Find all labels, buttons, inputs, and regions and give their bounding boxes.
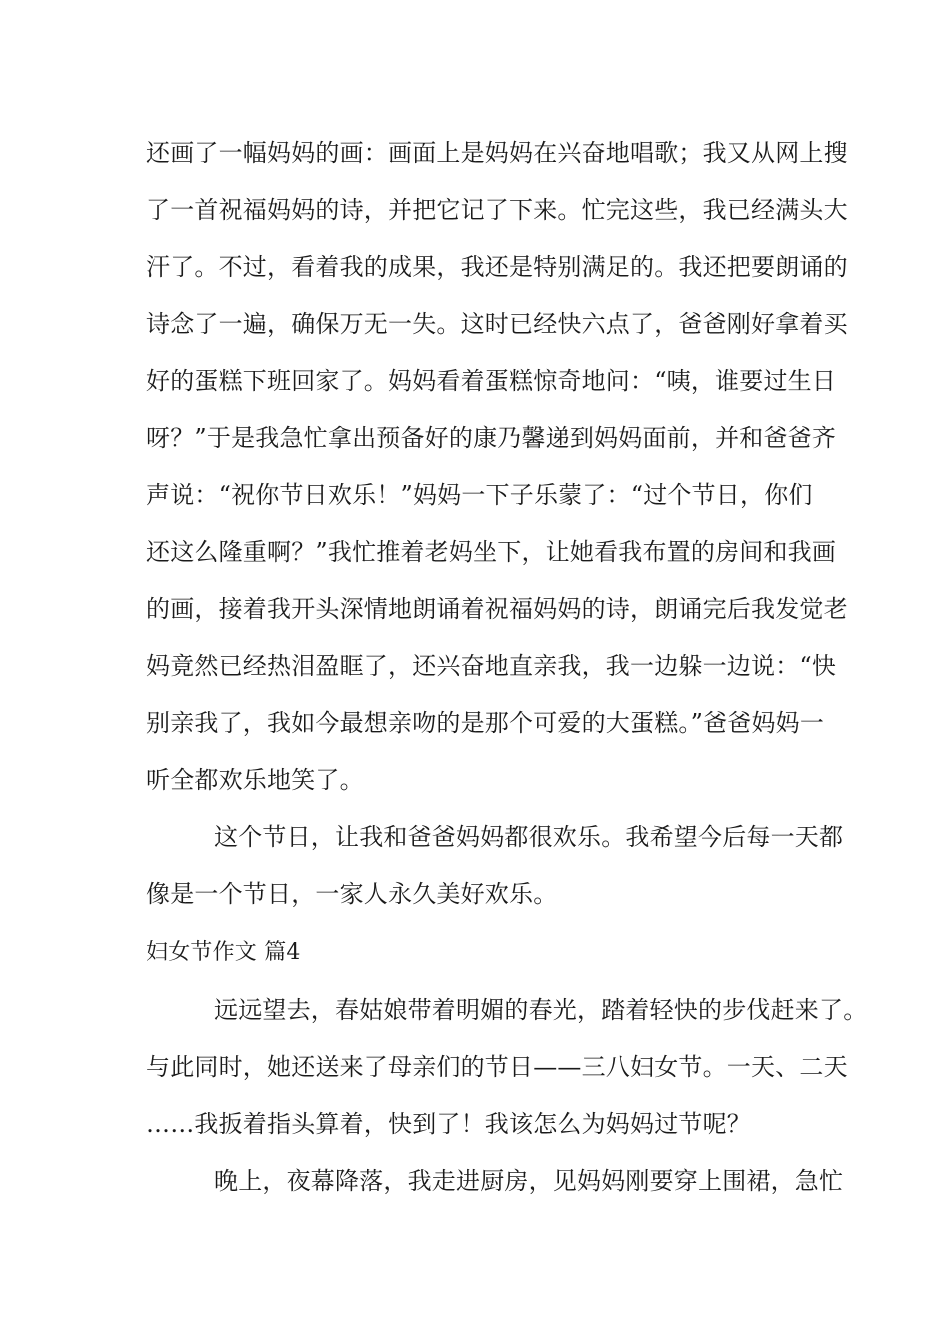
text-line: 妈竟然已经热泪盈眶了，还兴奋地直亲我，我一边躲一边说：“快 (146, 652, 837, 680)
text-line: ……我扳着指头算着，快到了！我该怎么为妈妈过节呢？ (146, 1110, 751, 1138)
text-line: 诗念了一遍，确保万无一失。这时已经快六点了，爸爸刚好拿着买 (146, 310, 848, 338)
text-line: 声说：“祝你节日欢乐！”妈妈一下子乐蒙了：“过个节日，你们 (146, 481, 813, 509)
text-line: 还这么隆重啊？”我忙推着老妈坐下，让她看我布置的房间和我画 (146, 538, 837, 566)
text-line: 远远望去，春姑娘带着明媚的春光，踏着轻快的步伐赶来了。 (214, 996, 868, 1024)
text-line: 晚上，夜幕降落，我走进厨房，见妈妈刚要穿上围裙，急忙 (214, 1167, 844, 1195)
text-line: 听全都欢乐地笑了。 (146, 766, 364, 794)
section-heading: 妇女节作文 篇4 (146, 940, 301, 965)
text-line: 这个节日，让我和爸爸妈妈都很欢乐。我希望今后每一天都 (214, 823, 844, 851)
text-line: 像是一个节日，一家人永久美好欢乐。 (146, 880, 558, 908)
text-line: 的画，接着我开头深情地朗诵着祝福妈妈的诗，朗诵完后我发觉老 (146, 595, 848, 623)
text-line: 汗了。不过，看着我的成果，我还是特别满足的。我还把要朗诵的 (146, 253, 848, 281)
text-line: 了一首祝福妈妈的诗，并把它记了下来。忙完这些，我已经满头大 (146, 196, 848, 224)
text-line: 与此同时，她还送来了母亲们的节日——三八妇女节。一天、二天 (146, 1053, 848, 1081)
text-line: 呀？”于是我急忙拿出预备好的康乃馨递到妈妈面前，并和爸爸齐 (146, 424, 837, 452)
text-line: 别亲我了，我如今最想亲吻的是那个可爱的大蛋糕。”爸爸妈妈一 (146, 709, 825, 737)
text-line: 还画了一幅妈妈的画：画面上是妈妈在兴奋地唱歌；我又从网上搜 (146, 139, 848, 167)
text-line: 好的蛋糕下班回家了。妈妈看着蛋糕惊奇地问：“咦，谁要过生日 (146, 367, 837, 395)
